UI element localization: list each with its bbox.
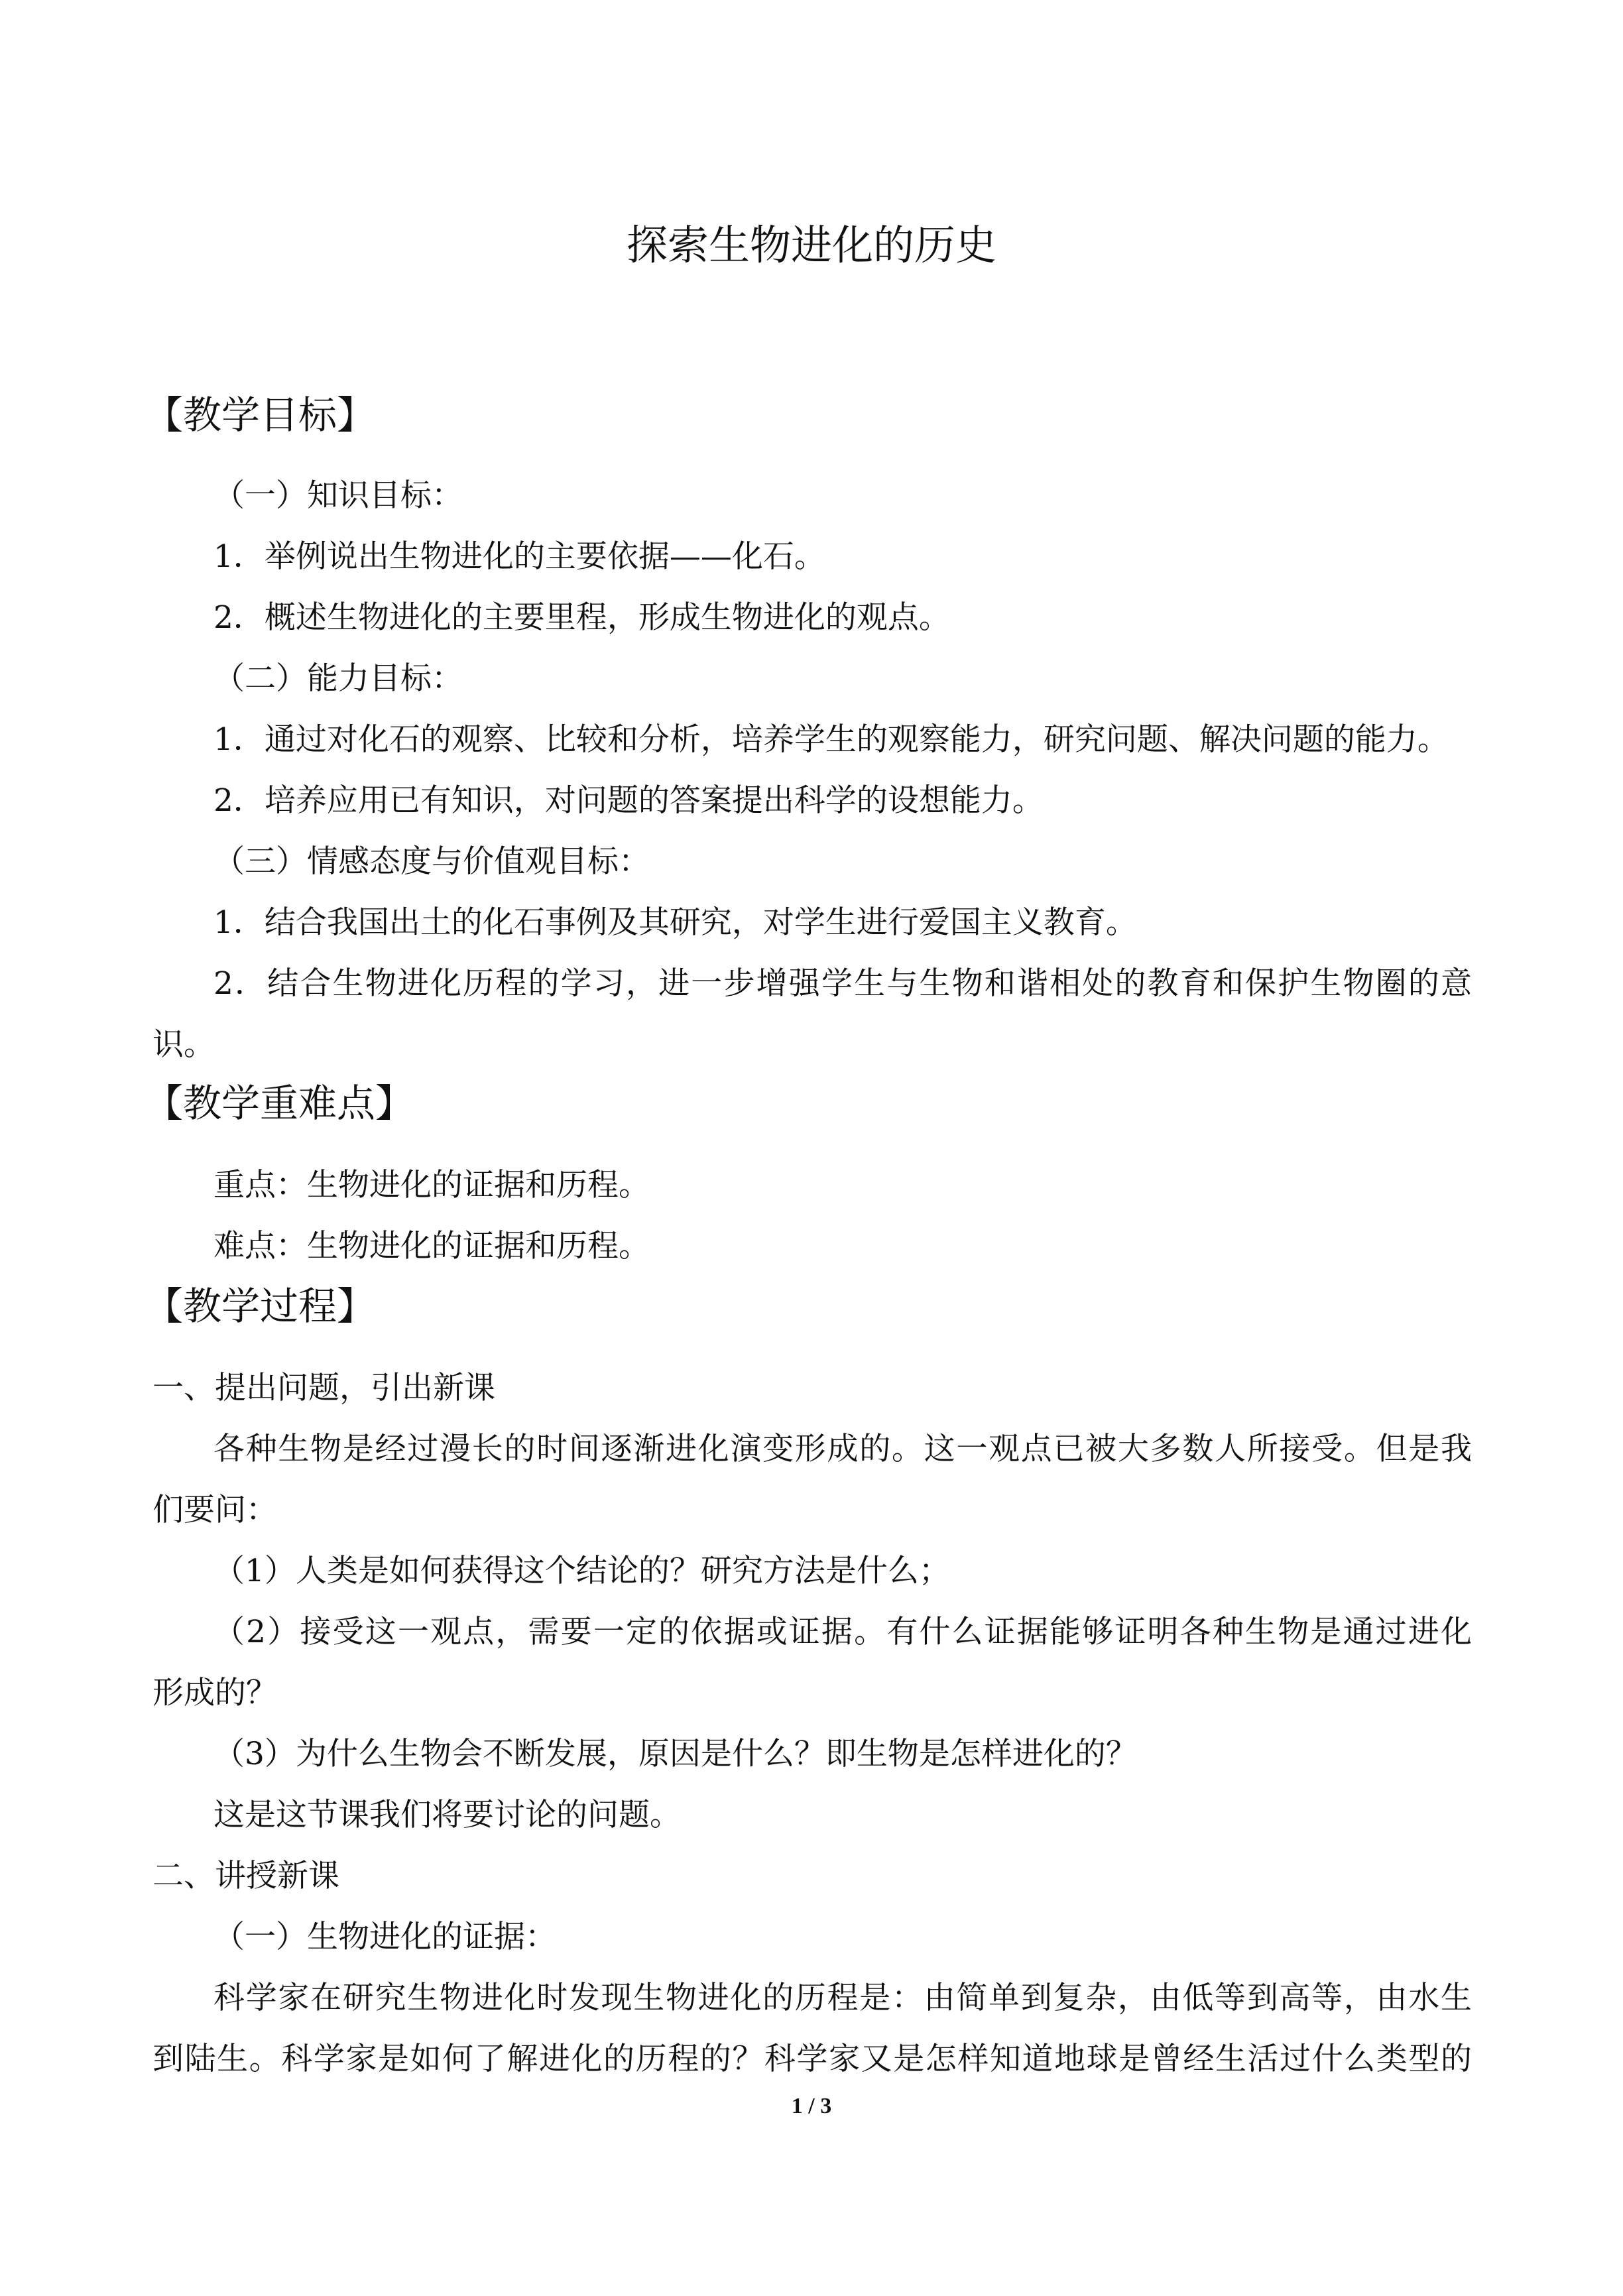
section-heading-process: 【教学过程】 <box>145 1284 376 1329</box>
question-3: （3）为什么生物会不断发展，原因是什么？即生物是怎样进化的？ <box>213 1736 1137 1772</box>
part-two-heading: 二、讲授新课 <box>152 1858 339 1894</box>
question-1: （1）人类是如何获得这个结论的？研究方法是什么； <box>213 1553 950 1589</box>
document-title: 探索生物进化的历史 <box>626 221 996 269</box>
paragraph-3-line-1: 科学家在研究生物进化时发现生物进化的历程是：由简单到复杂，由低等到高等，由水生 <box>213 1980 1472 2016</box>
section-heading-keypoints: 【教学重难点】 <box>145 1081 414 1126</box>
emotion-objective-2-line-2: 识。 <box>152 1026 215 1063</box>
page-number: 1 / 3 <box>791 2094 832 2118</box>
part-one-heading: 一、提出问题，引出新课 <box>152 1370 495 1406</box>
paragraph-2: 这是这节课我们将要讨论的问题。 <box>213 1797 681 1833</box>
section-heading-objectives: 【教学目标】 <box>145 393 376 438</box>
emotion-objective-heading: （三）情感态度与价值观目标： <box>213 843 650 880</box>
emotion-objective-2-line-1: 2．结合生物进化历程的学习，进一步增强学生与生物和谐相处的教育和保护生物圈的意 <box>213 965 1472 1002</box>
ability-objective-heading: （二）能力目标： <box>213 660 463 697</box>
ability-objective-1: 1．通过对化石的观察、比较和分析，培养学生的观察能力，研究问题、解决问题的能力。 <box>213 721 1449 758</box>
knowledge-objective-2: 2．概述生物进化的主要里程，形成生物进化的观点。 <box>213 599 950 636</box>
question-2-line-2: 形成的？ <box>152 1675 277 1711</box>
key-point: 重点：生物进化的证据和历程。 <box>213 1167 650 1203</box>
paragraph-1-line-2: 们要问： <box>152 1492 277 1528</box>
paragraph-1-line-1: 各种生物是经过漫长的时间逐渐进化演变形成的。这一观点已被大多数人所接受。但是我 <box>213 1431 1472 1467</box>
ability-objective-2: 2．培养应用已有知识，对问题的答案提出科学的设想能力。 <box>213 782 1044 819</box>
knowledge-objective-heading: （一）知识目标： <box>213 477 463 514</box>
evidence-heading: （一）生物进化的证据： <box>213 1919 556 1955</box>
question-2-line-1: （2）接受这一观点，需要一定的依据或证据。有什么证据能够证明各种生物是通过进化 <box>213 1614 1472 1650</box>
emotion-objective-1: 1．结合我国出土的化石事例及其研究，对学生进行爱国主义教育。 <box>213 904 1137 941</box>
difficult-point: 难点：生物进化的证据和历程。 <box>213 1228 650 1264</box>
paragraph-3-line-2: 到陆生。科学家是如何了解进化的历程的？科学家又是怎样知道地球是曾经生活过什么类型的 <box>152 2041 1472 2077</box>
knowledge-objective-1: 1．举例说出生物进化的主要依据——化石。 <box>213 538 825 575</box>
